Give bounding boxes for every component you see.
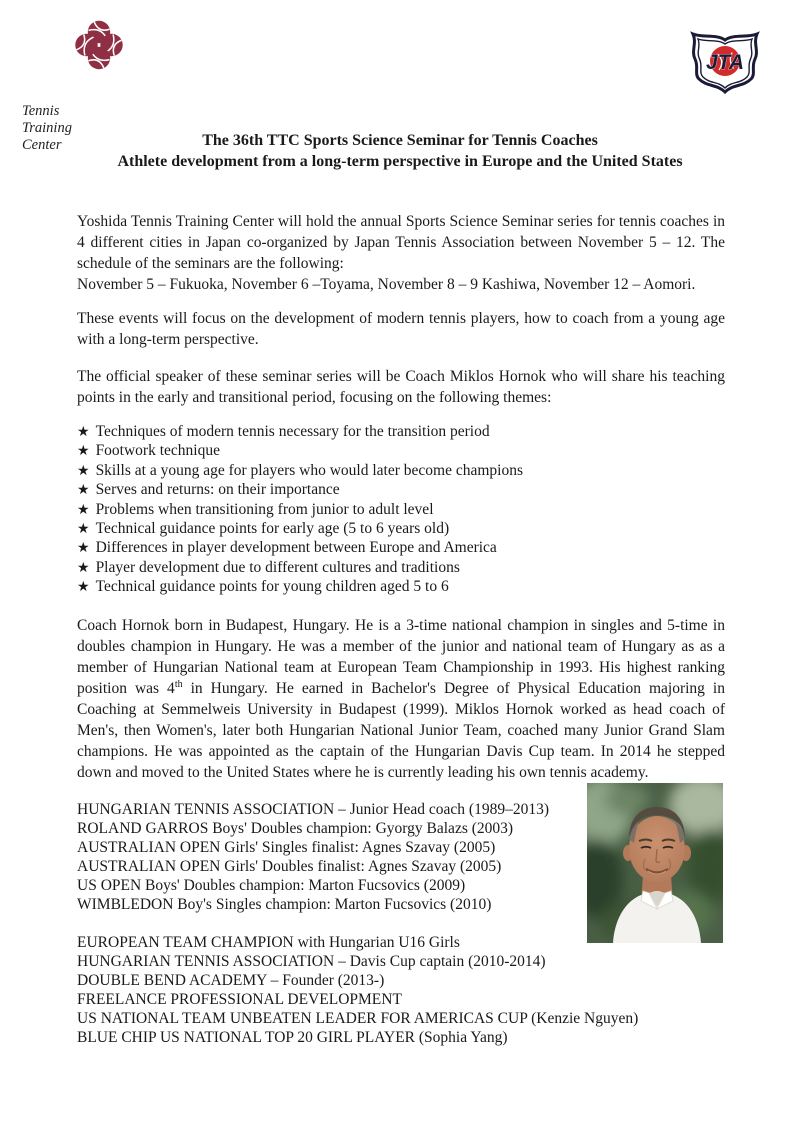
bio-text-start: Coach Hornok born in Budapest, Hungary. He is a 3-time national champion in singles and 5-time in doubles champion in Hungary. He was a member of the junior and national team of Hungary as as a member of Hungarian National team at European Team Championship in 1993. His highest ranking position was 4 xyxy=(77,616,725,697)
theme-text: Technical guidance points for early age (5 to 6 years old) xyxy=(95,520,450,538)
theme-item xyxy=(77,501,725,520)
achievement-item: DOUBLE BEND ACADEMY – Founder (2013-) xyxy=(77,971,385,989)
theme-text: Skills at a young age for players who would later become champions xyxy=(95,461,523,479)
theme-item xyxy=(77,539,725,558)
achievement-item: EUROPEAN TEAM CHAMPION with Hungarian U16 Girls xyxy=(77,933,460,951)
star-bullet-icon: ★ xyxy=(77,560,90,576)
theme-text: Player development due to different cultures and traditions xyxy=(95,558,460,576)
brand-line-3: Center xyxy=(22,137,62,153)
star-bullet-icon: ★ xyxy=(77,444,90,460)
theme-text: Technical guidance points for young children aged 5 to 6 xyxy=(95,578,449,596)
brand-line-2: Training xyxy=(22,120,72,136)
theme-text: Problems when transitioning from junior to adult level xyxy=(95,500,434,518)
theme-item xyxy=(77,462,725,481)
themes-list xyxy=(77,423,725,598)
achievement-item: US OPEN Boys' Doubles champion: Marton Fucsovics (2009) xyxy=(77,876,466,894)
jta-shield-icon xyxy=(686,30,764,96)
tennis-balls-pinwheel-icon xyxy=(75,19,123,71)
title-line-1: The 36th TTC Sports Science Seminar for Tennis Coaches xyxy=(202,132,598,149)
achievement-item: FREELANCE PROFESSIONAL DEVELOPMENT xyxy=(77,990,402,1008)
page-title xyxy=(0,130,800,172)
jta-label: JTA xyxy=(705,51,745,74)
achievement-item: AUSTRALIAN OPEN Girls' Doubles finalist: Agnes Szavay (2005) xyxy=(77,857,502,875)
achievement-item: WIMBLEDON Boy's Singles champion: Marton Fucsovics (2010) xyxy=(77,895,492,913)
coach-bio-paragraph xyxy=(77,615,725,783)
theme-item xyxy=(77,423,725,442)
schedule-line: November 5 – Fukuoka, November 6 –Toyama, November 8 – 9 Kashiwa, November 12 – Aomori. xyxy=(77,276,696,293)
achievement-item: AUSTRALIAN OPEN Girls' Singles finalist: Agnes Szavay (2005) xyxy=(77,838,496,856)
theme-item xyxy=(77,559,725,578)
star-bullet-icon: ★ xyxy=(77,541,90,557)
achievement-item: US NATIONAL TEAM UNBEATEN LEADER FOR AMERICAS CUP (Kenzie Nguyen) xyxy=(77,1009,639,1027)
theme-text: Serves and returns: on their importance xyxy=(95,481,340,499)
achievement-item: HUNGARIAN TENNIS ASSOCIATION – Davis Cup captain (2010-2014) xyxy=(77,952,546,970)
intro-paragraph: Yoshida Tennis Training Center will hold the annual Sports Science Seminar series for tennis coaches in 4 different cities in Japan co-organized by Japan Tennis Association between November 5 – 12. The schedule of the seminars are the following: xyxy=(77,213,725,272)
achievements-list-2 xyxy=(77,933,725,1047)
star-bullet-icon: ★ xyxy=(77,463,90,479)
theme-item xyxy=(77,442,725,461)
theme-item xyxy=(77,578,725,597)
title-line-2: Athlete development from a long-term perspective in Europe and the United States xyxy=(117,153,683,170)
theme-item xyxy=(77,481,725,500)
coach-portrait-photo xyxy=(587,783,723,943)
theme-text: Differences in player development between Europe and America xyxy=(95,539,497,557)
theme-text: Footwork technique xyxy=(95,442,220,460)
bio-text-end: in Hungary. He earned in Bachelor's Degree of Physical Education majoring in Coaching at Semmelweis University in Budapest (1999). Miklos Hornok worked as head coach of Men's, then Women's, later both Hungarian National Junior Team, coached many Junior Grand Slam champions. He was appointed as the captain of the Hungarian Davis Cup team. In 2014 he stepped down and moved to the United States where he is currently leading his own tennis academy. xyxy=(77,679,725,781)
theme-text: Techniques of modern tennis necessary for the transition period xyxy=(95,423,490,440)
star-bullet-icon: ★ xyxy=(77,483,90,499)
star-bullet-icon: ★ xyxy=(77,522,90,538)
star-bullet-icon: ★ xyxy=(77,425,90,440)
brand-line-1: Tennis xyxy=(22,103,60,119)
bio-ordinal-suffix: th xyxy=(174,678,183,690)
achievement-item: BLUE CHIP US NATIONAL TOP 20 GIRL PLAYER (Sophia Yang) xyxy=(77,1028,508,1046)
theme-item xyxy=(77,520,725,539)
focus-paragraph: These events will focus on the development of modern tennis players, how to coach from a young age with a long-term perspective. xyxy=(77,310,725,348)
star-bullet-icon: ★ xyxy=(77,502,90,518)
speaker-paragraph: The official speaker of these seminar series will be Coach Miklos Hornok who will share his teaching points in the early and transitional period, focusing on the following themes: xyxy=(77,368,725,406)
star-bullet-icon: ★ xyxy=(77,580,90,596)
achievement-item: ROLAND GARROS Boys' Doubles champion: Gyorgy Balazs (2003) xyxy=(77,819,514,837)
achievement-item: HUNGARIAN TENNIS ASSOCIATION – Junior Head coach (1989–2013) xyxy=(77,800,549,818)
